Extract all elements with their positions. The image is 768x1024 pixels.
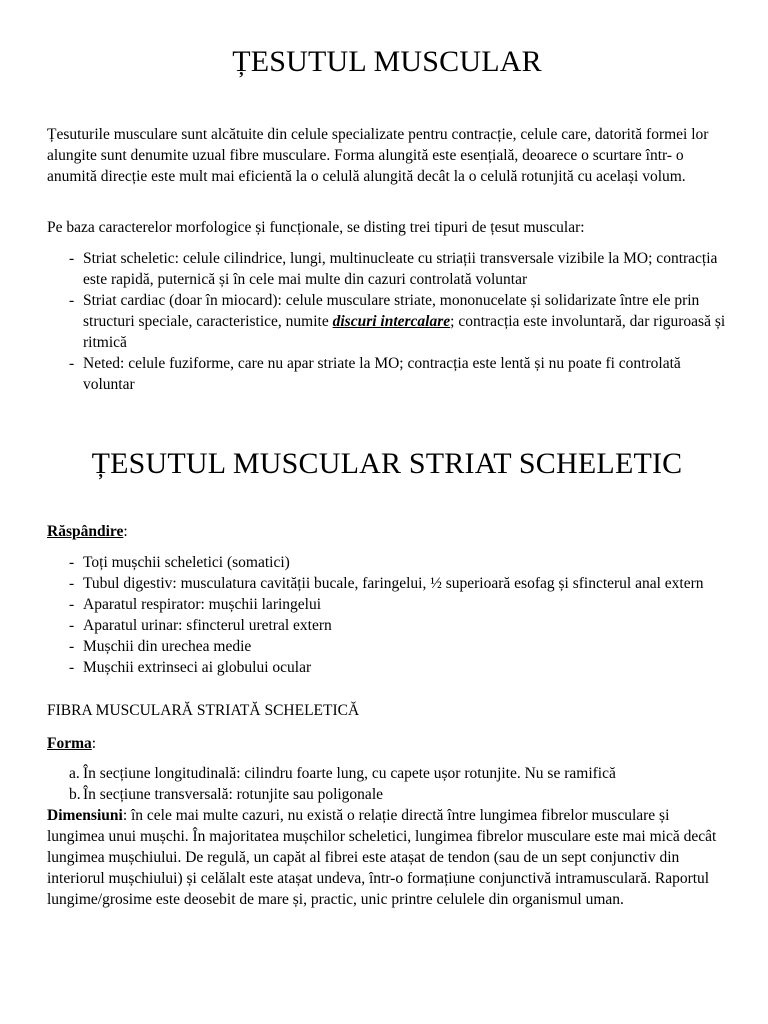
section-title: ȚESUTUL MUSCULAR STRIAT SCHELETIC <box>91 447 683 480</box>
raspandire-list <box>47 552 727 678</box>
fibra-heading: FIBRA MUSCULARĂ STRIATĂ SCHELETICĂ <box>47 702 360 719</box>
page-title: ȚESUTUL MUSCULAR <box>232 45 542 78</box>
list-item: - Aparatul urinar: sfincterul uretral extern <box>47 615 727 636</box>
emphasis-discuri-intercalare: discuri intercalare <box>332 313 451 330</box>
raspandire-heading: Răspândire: <box>47 523 128 540</box>
list-item-neted: - Neted: celule fuziforme, care nu apar striate la MO; contracția este lentă și nu poate fi controlată voluntar <box>47 353 727 395</box>
types-intro-paragraph: Pe baza caracterelor morfologice și funcționale, se disting trei tipuri de țesut muscular: <box>47 219 585 236</box>
list-item: - Mușchii din urechea medie <box>47 636 727 657</box>
list-item: - Mușchii extrinseci ai globului ocular <box>47 657 727 678</box>
list-item: - Aparatul respirator: mușchii laringelui <box>47 594 727 615</box>
list-item: - Tubul digestiv: musculatura cavității bucale, faringelui, ½ superioară esofag și sfincterul anal extern <box>47 573 727 594</box>
muscle-types-list <box>47 248 727 395</box>
dimensiuni-paragraph: Dimensiuni: în cele mai multe cazuri, nu există o relație directă între lungimea fibrelor musculare și lungimea unui mușchi. În majoritatea mușchilor scheletici, lungimea fibrelor musculare este mai mică decât lungimea mușchiului. De regulă, un capăt al fibrei este atașat de tendon (sau de un sept conjunctiv din interiorul mușchiului) și celălalt este atașat undeva, într-o formațiune conjunctivă intramusculară. Raportul lungime/grosime este deosebit de mare și, practic, unic printre celulele din organismul uman. <box>47 807 717 908</box>
forma-heading: Forma: <box>47 735 97 752</box>
intro-paragraph: Țesuturile musculare sunt alcătuite din celule specializate pentru contracție, celule care, datorită formei lor alungite sunt denumite uzual fibre musculare. Forma alungită este esențială, deoarece o scurtare într- o anumită direcție este mult mai eficientă la o celulă alungită decât la o celulă rotunjită cu același volum. <box>47 126 709 185</box>
list-item-striat-cardiac: - Striat cardiac (doar în miocard): celule musculare striate, mononucelate și solidarizate între ele prin structuri speciale, caracteristice, numite discuri intercalare; contracția este involuntară, dar riguroasă și ritmică <box>47 290 727 353</box>
list-item: a. În secțiune longitudinală: cilindru foarte lung, cu capete ușor rotunjite. Nu se ramifică <box>69 765 616 782</box>
forma-list <box>47 763 727 805</box>
list-item-striat-scheletic: - Striat scheletic: celule cilindrice, lungi, multinucleate cu striații transversale vizibile la MO; contracția este rapidă, puternică și în cele mai multe din cazuri controlată voluntar <box>47 248 727 290</box>
list-item: b. În secțiune transversală: rotunjite sau poligonale <box>69 786 384 803</box>
list-item: - Toți mușchii scheletici (somatici) <box>47 552 727 573</box>
